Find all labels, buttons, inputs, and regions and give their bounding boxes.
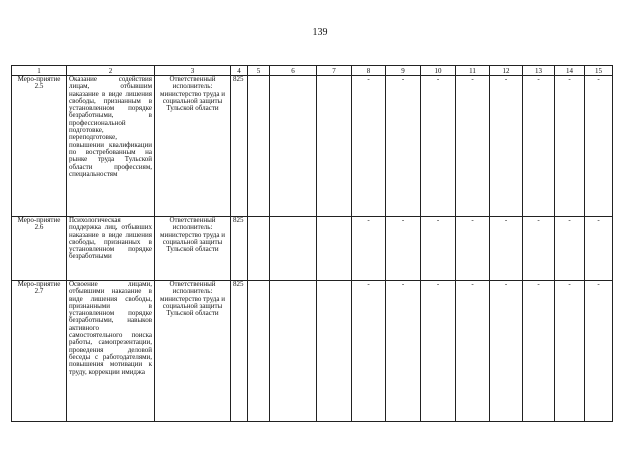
value-cell: - (585, 217, 613, 281)
budget-code: 825 (231, 76, 248, 217)
value-cell: - (490, 217, 523, 281)
header-cell: 8 (352, 66, 386, 76)
table-row (12, 76, 613, 217)
value-cell: - (456, 281, 490, 422)
page-number: 139 (312, 27, 328, 38)
responsible-executor: Ответственный исполнитель: министерство труда и социальной защиты Тульской области (155, 281, 231, 422)
header-cell: 13 (523, 66, 555, 76)
value-cell: - (490, 76, 523, 217)
value-cell: - (421, 281, 456, 422)
value-cell (248, 281, 270, 422)
value-cell (248, 217, 270, 281)
header-cell: 12 (490, 66, 523, 76)
value-cell: - (523, 217, 555, 281)
header-cell: 5 (248, 66, 270, 76)
value-cell: - (523, 281, 555, 422)
value-cell: - (585, 76, 613, 217)
value-cell (270, 76, 317, 217)
value-cell (317, 281, 352, 422)
table-row (12, 217, 613, 281)
value-cell (248, 76, 270, 217)
header-cell: 9 (386, 66, 421, 76)
header-cell: 2 (67, 66, 155, 76)
value-cell (270, 281, 317, 422)
header-cell: 15 (585, 66, 613, 76)
value-cell: - (386, 281, 421, 422)
value-cell (317, 217, 352, 281)
value-cell: - (555, 76, 585, 217)
value-cell: - (421, 76, 456, 217)
header-cell: 3 (155, 66, 231, 76)
header-row (12, 66, 613, 76)
table-row (12, 281, 613, 422)
budget-code: 825 (231, 281, 248, 422)
header-cell: 4 (231, 66, 248, 76)
value-cell (270, 217, 317, 281)
header-cell: 11 (456, 66, 490, 76)
header-cell: 7 (317, 66, 352, 76)
activity-label: Меро-приятие 2.7 (12, 281, 67, 422)
header-cell: 1 (12, 66, 67, 76)
value-cell: - (555, 281, 585, 422)
value-cell: - (352, 281, 386, 422)
activity-description: Освоение лицами, отбывшими наказание в виде лишения свободы, признанными в установленном порядке безработными, навыков активного самостоятельного поиска работы, самопрезентации, проведения деловой беседы с работодателями, повышения мотивации к труду, коррекции имиджа (67, 281, 155, 422)
value-cell: - (386, 217, 421, 281)
value-cell: - (490, 281, 523, 422)
header-cell: 10 (421, 66, 456, 76)
value-cell: - (456, 217, 490, 281)
value-cell: - (386, 76, 421, 217)
activity-description: Психологическая поддержка лиц, отбывших наказание в виде лишения свободы, признанных в установленном порядке безработными (67, 217, 155, 281)
value-cell: - (352, 76, 386, 217)
activities-table (11, 65, 613, 422)
header-cell: 14 (555, 66, 585, 76)
value-cell: - (421, 217, 456, 281)
activity-label: Меро-приятие 2.6 (12, 217, 67, 281)
value-cell: - (585, 281, 613, 422)
responsible-executor: Ответственный исполнитель: министерство труда и социальной защиты Тульской области (155, 217, 231, 281)
value-cell: - (555, 217, 585, 281)
value-cell: - (352, 217, 386, 281)
activity-label: Меро-приятие 2.5 (12, 76, 67, 217)
value-cell: - (523, 76, 555, 217)
value-cell (317, 76, 352, 217)
responsible-executor: Ответственный исполнитель: министерство труда и социальной защиты Тульской области (155, 76, 231, 217)
activity-description: Оказание содействия лицам, отбывшим наказание в виде лишения свободы, признанным в установленном порядке безработными, в профессиональной подготовке, переподготовке, повышении квалификации по востребованным на рынке труда Тульской области профессиям, специальностям (67, 76, 155, 217)
value-cell: - (456, 76, 490, 217)
budget-code: 825 (231, 217, 248, 281)
header-cell: 6 (270, 66, 317, 76)
